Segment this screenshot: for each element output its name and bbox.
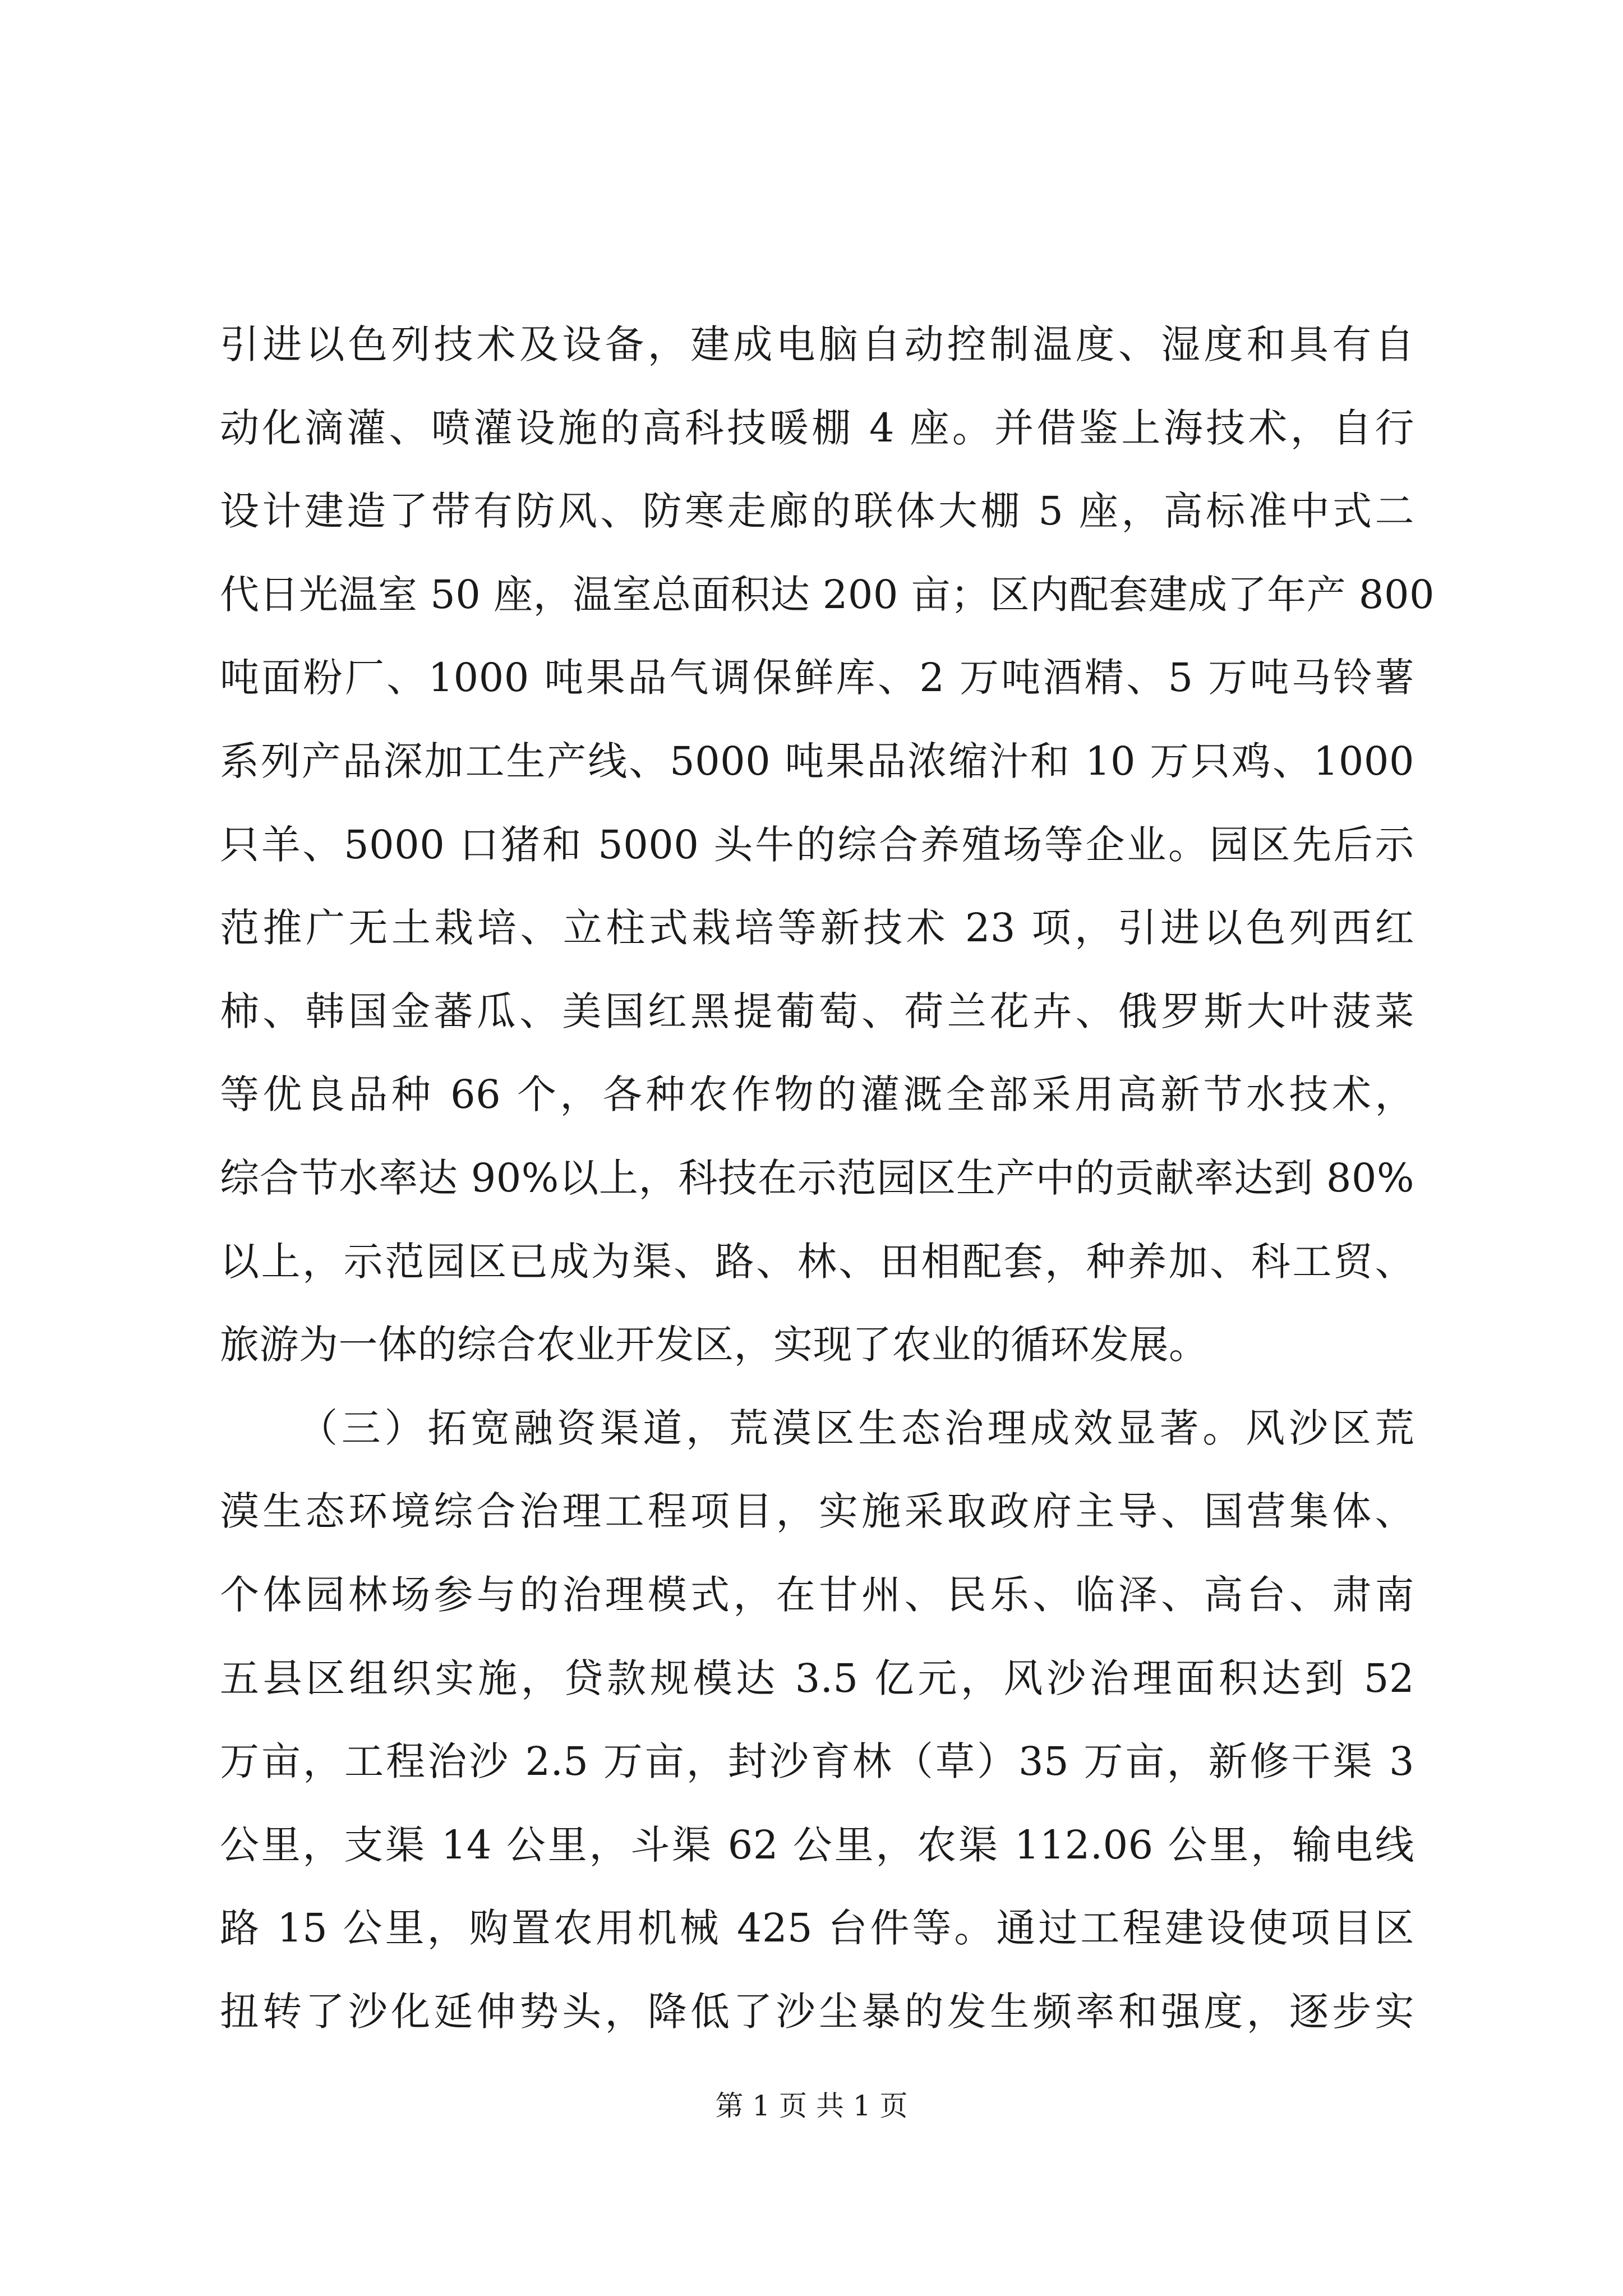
- text-line: 只羊、5000 口猪和 5000 头牛的综合养殖场等企业。园区先后示: [220, 821, 1414, 868]
- text-line: 系列产品深加工生产线、5000 吨果品浓缩汁和 10 万只鸡、1000: [220, 738, 1414, 784]
- text-line: 吨面粉厂、1000 吨果品气调保鲜库、2 万吨酒精、5 万吨马铃薯: [220, 655, 1414, 701]
- text-line: 万亩，工程治沙 2.5 万亩，封沙育林（草）35 万亩，新修干渠 3: [220, 1738, 1414, 1785]
- text-line: 个体园林场参与的治理模式，在甘州、民乐、临泽、高台、肃南: [220, 1571, 1414, 1618]
- text-line: 设计建造了带有防风、防寒走廊的联体大棚 5 座，高标准中式二: [220, 488, 1414, 535]
- section-heading-line: （三）拓宽融资渠道，荒漠区生态治理成效显著。风沙区荒: [298, 1405, 1414, 1451]
- page-number-footer: 第 1 页 共 1 页: [715, 2090, 908, 2122]
- text-line: 路 15 公里，购置农用机械 425 台件等。通过工程建设使项目区: [220, 1905, 1414, 1952]
- text-line: 综合节水率达 90%以上，科技在示范园区生产中的贡献率达到 80%: [220, 1154, 1414, 1201]
- text-line: 柿、韩国金蕃瓜、美国红黑提葡萄、荷兰花卉、俄罗斯大叶菠菜: [220, 988, 1414, 1034]
- text-line: 范推广无土栽培、立柱式栽培等新技术 23 项，引进以色列西红: [220, 905, 1414, 951]
- text-line: 五县区组织实施，贷款规模达 3.5 亿元，风沙治理面积达到 52: [220, 1655, 1414, 1701]
- text-line: 等优良品种 66 个，各种农作物的灌溉全部采用高新节水技术，: [220, 1071, 1414, 1118]
- text-line: 漠生态环境综合治理工程项目，实施采取政府主导、国营集体、: [220, 1488, 1414, 1535]
- text-line: 以上，示范园区已成为渠、路、林、田相配套，种养加、科工贸、: [220, 1238, 1414, 1285]
- text-line: 公里，支渠 14 公里，斗渠 62 公里，农渠 112.06 公里，输电线: [220, 1821, 1414, 1868]
- text-line: 代日光温室 50 座，温室总面积达 200 亩；区内配套建成了年产 800: [220, 571, 1435, 618]
- body-text: [220, 303, 1435, 2053]
- paragraph-end-line: 旅游为一体的综合农业开发区，实现了农业的循环发展。: [220, 1322, 1209, 1368]
- text-line: 扭转了沙化延伸势头，降低了沙尘暴的发生频率和强度，逐步实: [220, 1988, 1414, 2035]
- text-line: 引进以色列技术及设备，建成电脑自动控制温度、湿度和具有自: [220, 321, 1414, 367]
- text-line: 动化滴灌、喷灌设施的高科技暖棚 4 座。并借鉴上海技术，自行: [220, 404, 1414, 451]
